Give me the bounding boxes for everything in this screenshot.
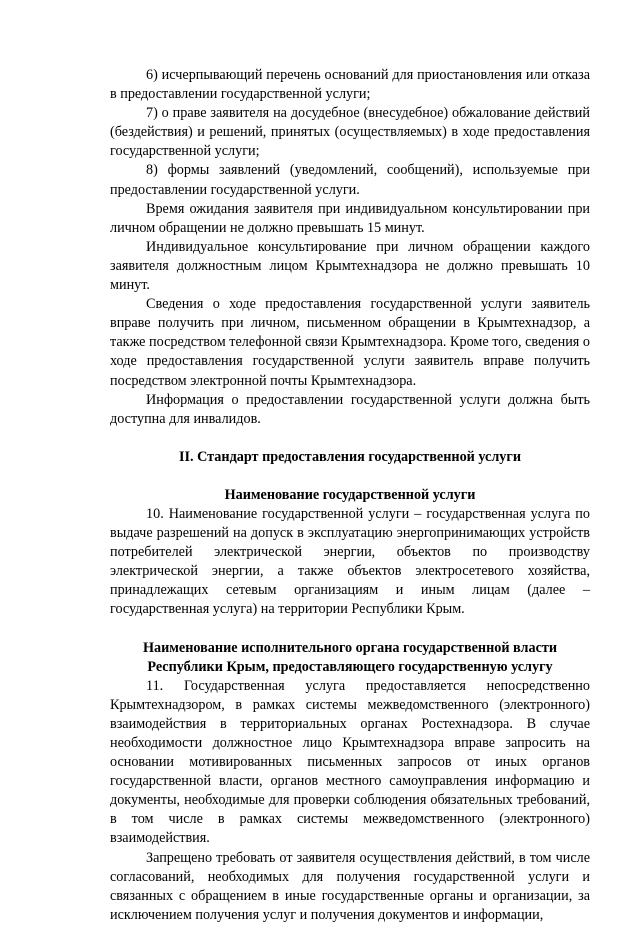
subsection-title-service-name: Наименование государственной услуги [224,486,476,503]
paragraph-waiting-time: Время ожидания заявителя при индивидуальном консультировании при личном обращении не должно превышать 15 минут. [110,200,590,236]
spacer [110,620,590,639]
paragraph-11: 11. Государственная услуга предоставляется непосредственно Крымтехнадзором, в рамках системы межведомственного (электронного) взаимодействия в территориальных органах Ростехнадзора. В случае необходимости должностное лицо Крымтехнадзора вправе запросить на основании мотивированных письменных запросов от иных органов государственной власти, органов местного самоуправления информацию и документы, необходимые для проверки соблюдения обязательных требований, в том числе в рамках системы межведомственного (электронного) взаимодействия. [110,677,590,847]
subsection-title-authority-line1: Наименование исполнительного органа государственной власти [142,639,558,656]
paragraph-item-8: 8) формы заявлений (уведомлений, сообщений), используемые при предоставлении государственной услуги. [110,162,590,198]
paragraph-10: 10. Наименование государственной услуги – государственная услуга по выдаче разрешений на допуск в эксплуатацию энергопринимающих устройств потребителей электрической энергии, объектов по производству электрической энергии, а также объектов электросетевого хозяйства, принадлежащих сетевым организациям и иным лицам (далее – государственная услуга) на территории Республики Крым. [110,505,590,618]
paragraph-item-7: 7) о праве заявителя на досудебное (внесудебное) обжалование действий (бездействия) и решений, принятых (осуществляемых) в ходе предоставления государственной услуги; [110,105,590,160]
paragraph-prohibition: Запрещено требовать от заявителя осуществления действий, в том числе согласований, необходимых для получения государственной услуги и связанных с обращением в иные государственные органы и организации, за исключением получения услуг и получения документов и информации, [110,849,590,923]
paragraph-item-6: 6) исчерпывающий перечень оснований для приостановления или отказа в предоставлении государственной услуги; [110,67,590,103]
paragraph-accessibility: Информация о предоставлении государственной услуги должна быть доступна для инвалидов. [110,391,590,427]
subsection-title-authority-line2: Республики Крым, предоставляющего государственную услугу [147,658,553,675]
document-page [110,66,590,925]
paragraph-individual-consulting: Индивидуальное консультирование при личном обращении каждого заявителя должностным лицом Крымтехнадзора не должно превышать 10 минут. [110,238,590,294]
paragraph-progress-info: Сведения о ходе предоставления государственной услуги заявитель вправе получить при личном, письменном обращении в Крымтехнадзор, а также посредством телефонной связи Крымтехнадзора. Кроме того, сведения о ходе предоставления государственной услуги заявитель вправе получить посредством электронной почты Крымтехнадзора. [110,296,590,389]
section-title: II. Стандарт предоставления государственной услуги [178,448,522,465]
